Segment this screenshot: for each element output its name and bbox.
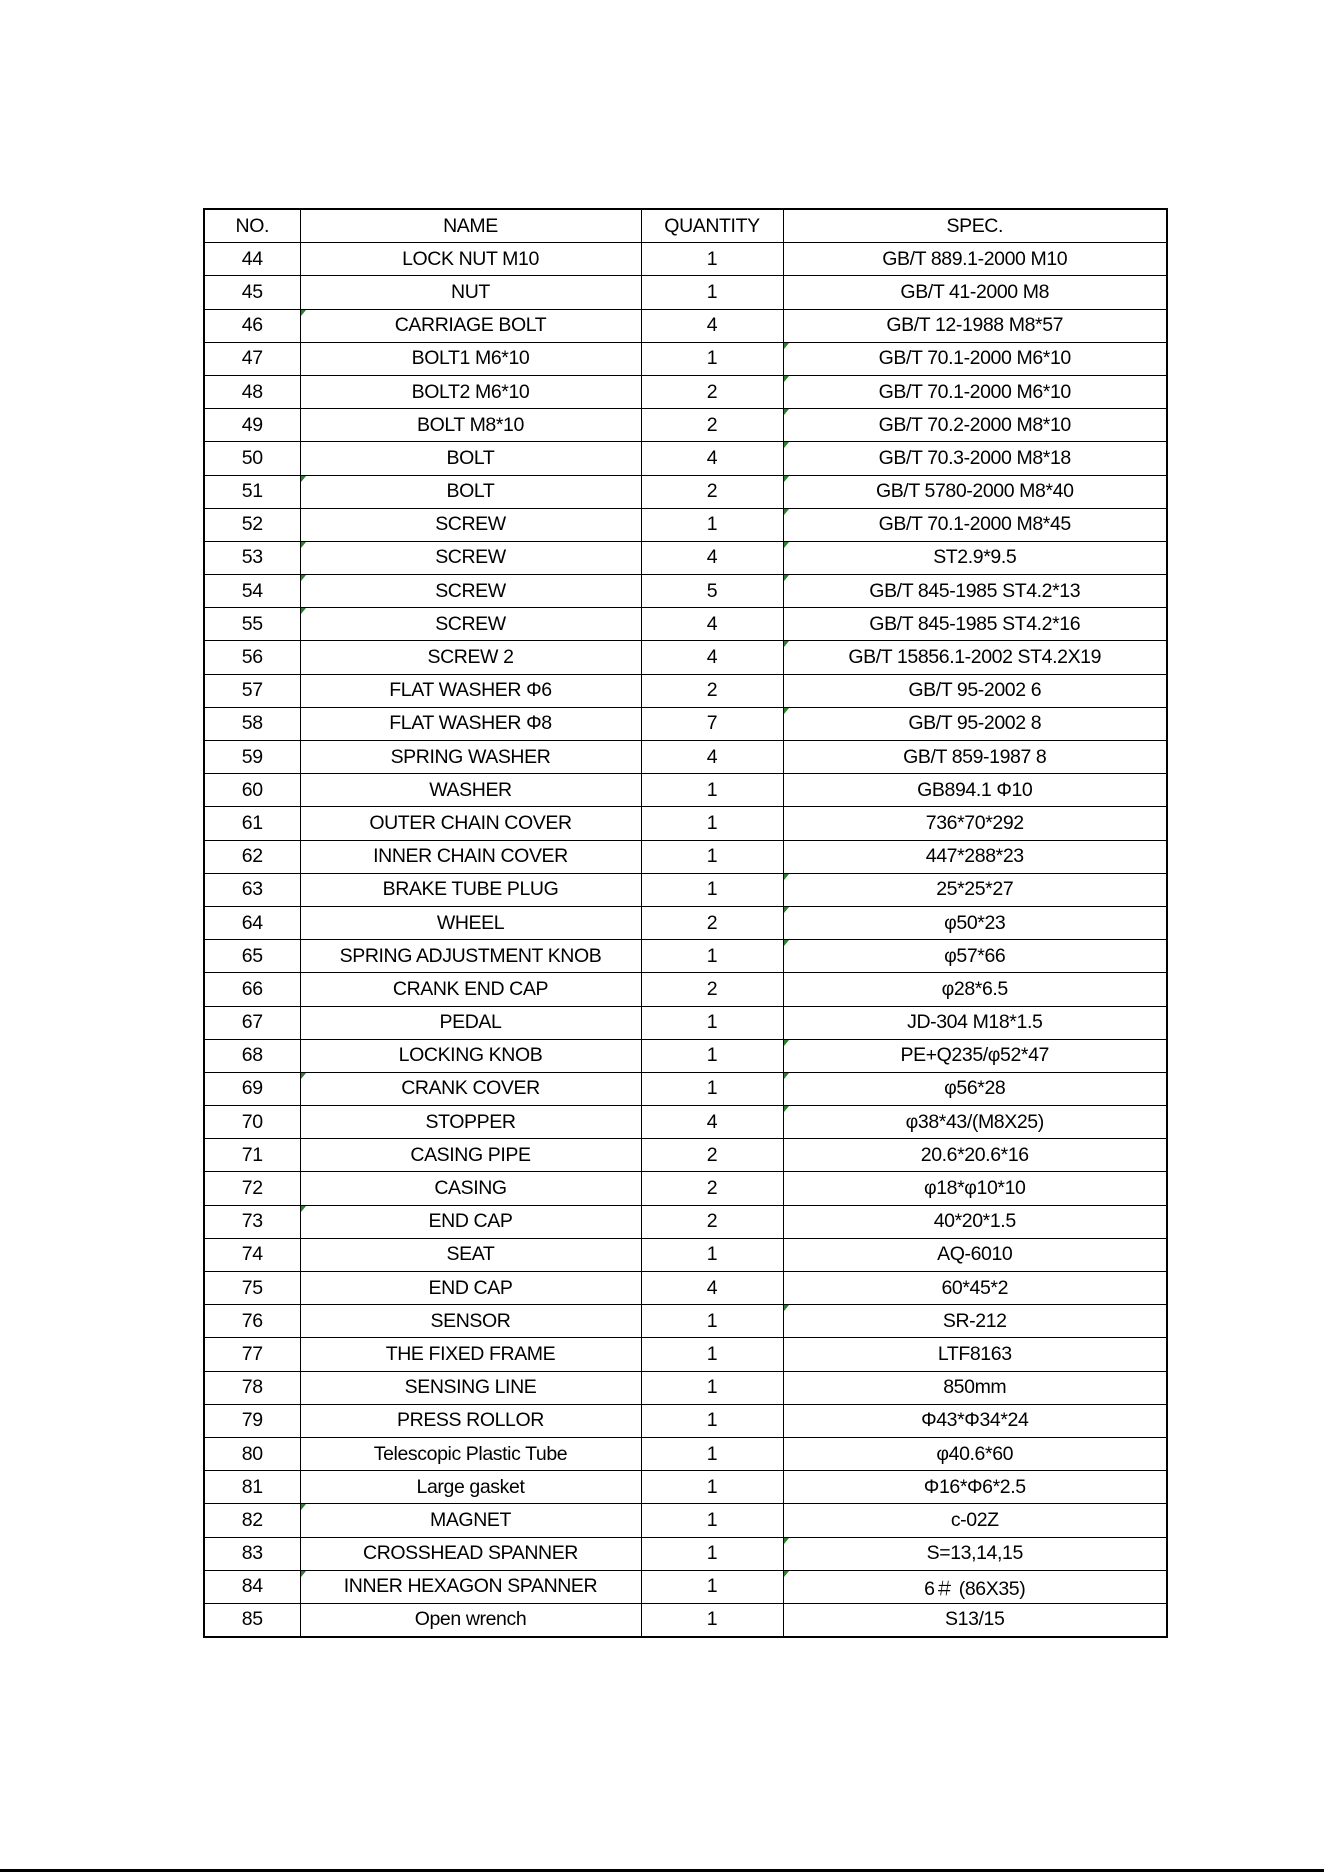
table-row [204,1471,1167,1504]
cell-no: 71 [204,1139,300,1172]
cell-name: MAGNET [300,1504,641,1537]
table-row [204,608,1167,641]
cell-quantity: 2 [641,973,783,1006]
cell-no: 57 [204,674,300,707]
cell-quantity: 2 [641,906,783,939]
cell-no: 48 [204,375,300,408]
cell-name: Large gasket [300,1471,641,1504]
cell-no: 82 [204,1504,300,1537]
cell-quantity: 2 [641,475,783,508]
cell-quantity: 1 [641,1537,783,1570]
cell-no: 62 [204,840,300,873]
cell-quantity: 1 [641,1570,783,1603]
cell-spec: φ18*φ10*10 [783,1172,1167,1205]
cell-no: 77 [204,1338,300,1371]
cell-no: 75 [204,1272,300,1305]
cell-quantity: 1 [641,840,783,873]
cell-no: 70 [204,1106,300,1139]
cell-name: SENSOR [300,1305,641,1338]
cell-name: FLAT WASHER Φ6 [300,674,641,707]
cell-no: 54 [204,575,300,608]
cell-name: SCREW [300,508,641,541]
cell-quantity: 1 [641,243,783,276]
cell-quantity: 1 [641,774,783,807]
cell-name: CASING PIPE [300,1139,641,1172]
cell-spec: φ50*23 [783,906,1167,939]
cell-spec: φ56*28 [783,1072,1167,1105]
cell-no: 47 [204,342,300,375]
table-row [204,707,1167,740]
cell-spec: φ28*6.5 [783,973,1167,1006]
cell-name: SPRING ADJUSTMENT KNOB [300,940,641,973]
cell-quantity: 2 [641,409,783,442]
cell-name: Open wrench [300,1603,641,1637]
table-row [204,1371,1167,1404]
cell-spec: φ57*66 [783,940,1167,973]
cell-quantity: 1 [641,508,783,541]
cell-spec: GB/T 845-1985 ST4.2*13 [783,575,1167,608]
cell-spec: PE+Q235/φ52*47 [783,1039,1167,1072]
cell-spec: c-02Z [783,1504,1167,1537]
cell-no: 83 [204,1537,300,1570]
cell-spec: GB894.1 Φ10 [783,774,1167,807]
cell-no: 53 [204,541,300,574]
cell-name: BOLT1 M6*10 [300,342,641,375]
cell-spec: 736*70*292 [783,807,1167,840]
cell-name: OUTER CHAIN COVER [300,807,641,840]
table-row [204,243,1167,276]
table-row [204,840,1167,873]
cell-quantity: 4 [641,741,783,774]
cell-no: 44 [204,243,300,276]
table-row [204,1338,1167,1371]
table-row [204,409,1167,442]
cell-spec: GB/T 95-2002 6 [783,674,1167,707]
cell-quantity: 1 [641,276,783,309]
cell-spec: 6＃ (86X35) [783,1570,1167,1603]
cell-name: CRANK END CAP [300,973,641,1006]
table-header-row [204,209,1167,243]
cell-no: 49 [204,409,300,442]
cell-name: CROSSHEAD SPANNER [300,1537,641,1570]
cell-no: 60 [204,774,300,807]
cell-name: BOLT2 M6*10 [300,375,641,408]
cell-name: END CAP [300,1205,641,1238]
cell-no: 66 [204,973,300,1006]
cell-no: 51 [204,475,300,508]
cell-spec: 850mm [783,1371,1167,1404]
header-no: NO. [204,209,300,243]
table-row [204,1039,1167,1072]
cell-no: 50 [204,442,300,475]
cell-name: PRESS ROLLOR [300,1404,641,1437]
cell-spec: GB/T 70.3-2000 M8*18 [783,442,1167,475]
cell-spec: 40*20*1.5 [783,1205,1167,1238]
table-row [204,1305,1167,1338]
cell-spec: GB/T 859-1987 8 [783,741,1167,774]
table-row [204,508,1167,541]
table-row [204,807,1167,840]
cell-quantity: 1 [641,940,783,973]
cell-spec: GB/T 70.2-2000 M8*10 [783,409,1167,442]
cell-spec: GB/T 70.1-2000 M6*10 [783,375,1167,408]
cell-quantity: 1 [641,1072,783,1105]
cell-no: 72 [204,1172,300,1205]
table-row [204,741,1167,774]
cell-name: WHEEL [300,906,641,939]
cell-name: STOPPER [300,1106,641,1139]
cell-name: SCREW [300,575,641,608]
cell-name: LOCKING KNOB [300,1039,641,1072]
table-row [204,1404,1167,1437]
cell-no: 68 [204,1039,300,1072]
cell-quantity: 1 [641,1404,783,1437]
cell-spec: GB/T 70.1-2000 M6*10 [783,342,1167,375]
cell-name: CASING [300,1172,641,1205]
cell-quantity: 4 [641,608,783,641]
cell-quantity: 7 [641,707,783,740]
cell-name: SCREW [300,608,641,641]
cell-quantity: 2 [641,375,783,408]
cell-spec: S13/15 [783,1603,1167,1637]
cell-no: 73 [204,1205,300,1238]
cell-name: WASHER [300,774,641,807]
table-row [204,342,1167,375]
cell-name: END CAP [300,1272,641,1305]
table-row [204,1603,1167,1637]
header-name: NAME [300,209,641,243]
table-row [204,1238,1167,1271]
table-row [204,1139,1167,1172]
cell-no: 58 [204,707,300,740]
cell-quantity: 4 [641,442,783,475]
cell-no: 65 [204,940,300,973]
table-row [204,1504,1167,1537]
cell-spec: GB/T 845-1985 ST4.2*16 [783,608,1167,641]
cell-name: BOLT [300,442,641,475]
cell-quantity: 1 [641,1039,783,1072]
cell-spec: φ40.6*60 [783,1437,1167,1470]
cell-spec: Φ16*Φ6*2.5 [783,1471,1167,1504]
cell-spec: 60*45*2 [783,1272,1167,1305]
cell-spec: GB/T 95-2002 8 [783,707,1167,740]
table-row [204,541,1167,574]
cell-spec: GB/T 15856.1-2002 ST4.2X19 [783,641,1167,674]
table-row [204,1172,1167,1205]
cell-no: 52 [204,508,300,541]
cell-no: 80 [204,1437,300,1470]
cell-spec: GB/T 70.1-2000 M8*45 [783,508,1167,541]
cell-no: 56 [204,641,300,674]
table-row [204,442,1167,475]
cell-quantity: 2 [641,1205,783,1238]
cell-spec: 20.6*20.6*16 [783,1139,1167,1172]
cell-quantity: 2 [641,1172,783,1205]
cell-name: Telescopic Plastic Tube [300,1437,641,1470]
cell-spec: GB/T 5780-2000 M8*40 [783,475,1167,508]
table-row [204,1205,1167,1238]
cell-name: BRAKE TUBE PLUG [300,873,641,906]
cell-spec: ST2.9*9.5 [783,541,1167,574]
cell-quantity: 1 [641,807,783,840]
cell-name: CRANK COVER [300,1072,641,1105]
cell-spec: S=13,14,15 [783,1537,1167,1570]
cell-name: LOCK NUT M10 [300,243,641,276]
cell-no: 84 [204,1570,300,1603]
cell-name: BOLT M8*10 [300,409,641,442]
cell-spec: GB/T 889.1-2000 M10 [783,243,1167,276]
cell-no: 46 [204,309,300,342]
cell-quantity: 1 [641,1338,783,1371]
cell-no: 76 [204,1305,300,1338]
table-row [204,973,1167,1006]
cell-name: INNER HEXAGON SPANNER [300,1570,641,1603]
cell-quantity: 1 [641,1471,783,1504]
cell-name: SPRING WASHER [300,741,641,774]
table-body [204,243,1167,1637]
cell-quantity: 1 [641,1371,783,1404]
table-row [204,309,1167,342]
cell-spec: GB/T 41-2000 M8 [783,276,1167,309]
cell-name: FLAT WASHER Φ8 [300,707,641,740]
cell-no: 63 [204,873,300,906]
cell-quantity: 1 [641,1006,783,1039]
cell-quantity: 2 [641,1139,783,1172]
table-row [204,906,1167,939]
cell-no: 45 [204,276,300,309]
cell-name: SENSING LINE [300,1371,641,1404]
cell-spec: 447*288*23 [783,840,1167,873]
cell-quantity: 4 [641,1106,783,1139]
cell-no: 79 [204,1404,300,1437]
cell-name: NUT [300,276,641,309]
cell-spec: φ38*43/(M8X25) [783,1106,1167,1139]
cell-no: 69 [204,1072,300,1105]
parts-list-table [203,208,1168,1638]
cell-no: 59 [204,741,300,774]
cell-no: 55 [204,608,300,641]
cell-no: 61 [204,807,300,840]
cell-name: INNER CHAIN COVER [300,840,641,873]
cell-quantity: 1 [641,1238,783,1271]
cell-spec: LTF8163 [783,1338,1167,1371]
cell-name: SEAT [300,1238,641,1271]
cell-quantity: 4 [641,1272,783,1305]
table-row [204,1437,1167,1470]
table-row [204,575,1167,608]
cell-quantity: 1 [641,1305,783,1338]
cell-name: SCREW [300,541,641,574]
header-spec: SPEC. [783,209,1167,243]
table-row [204,873,1167,906]
cell-no: 81 [204,1471,300,1504]
cell-quantity: 2 [641,674,783,707]
cell-quantity: 1 [641,1603,783,1637]
cell-name: SCREW 2 [300,641,641,674]
cell-name: BOLT [300,475,641,508]
cell-quantity: 4 [641,541,783,574]
cell-quantity: 1 [641,873,783,906]
table-row [204,475,1167,508]
cell-spec: GB/T 12-1988 M8*57 [783,309,1167,342]
header-quantity: QUANTITY [641,209,783,243]
table-row [204,674,1167,707]
cell-quantity: 4 [641,641,783,674]
table-row [204,1072,1167,1105]
table-row [204,1570,1167,1603]
table-row [204,375,1167,408]
table-row [204,1106,1167,1139]
cell-spec: JD-304 M18*1.5 [783,1006,1167,1039]
table-row [204,1006,1167,1039]
table-row [204,276,1167,309]
cell-spec: Φ43*Φ34*24 [783,1404,1167,1437]
cell-quantity: 1 [641,1504,783,1537]
table-row [204,940,1167,973]
cell-no: 64 [204,906,300,939]
cell-quantity: 5 [641,575,783,608]
cell-no: 85 [204,1603,300,1637]
table-row [204,774,1167,807]
table-row [204,1537,1167,1570]
cell-name: PEDAL [300,1006,641,1039]
cell-name: CARRIAGE BOLT [300,309,641,342]
cell-spec: 25*25*27 [783,873,1167,906]
table-row [204,1272,1167,1305]
cell-no: 78 [204,1371,300,1404]
cell-quantity: 1 [641,342,783,375]
cell-spec: AQ-6010 [783,1238,1167,1271]
table-row [204,641,1167,674]
cell-quantity: 4 [641,309,783,342]
cell-no: 74 [204,1238,300,1271]
cell-name: THE FIXED FRAME [300,1338,641,1371]
cell-quantity: 1 [641,1437,783,1470]
cell-spec: SR-212 [783,1305,1167,1338]
cell-no: 67 [204,1006,300,1039]
